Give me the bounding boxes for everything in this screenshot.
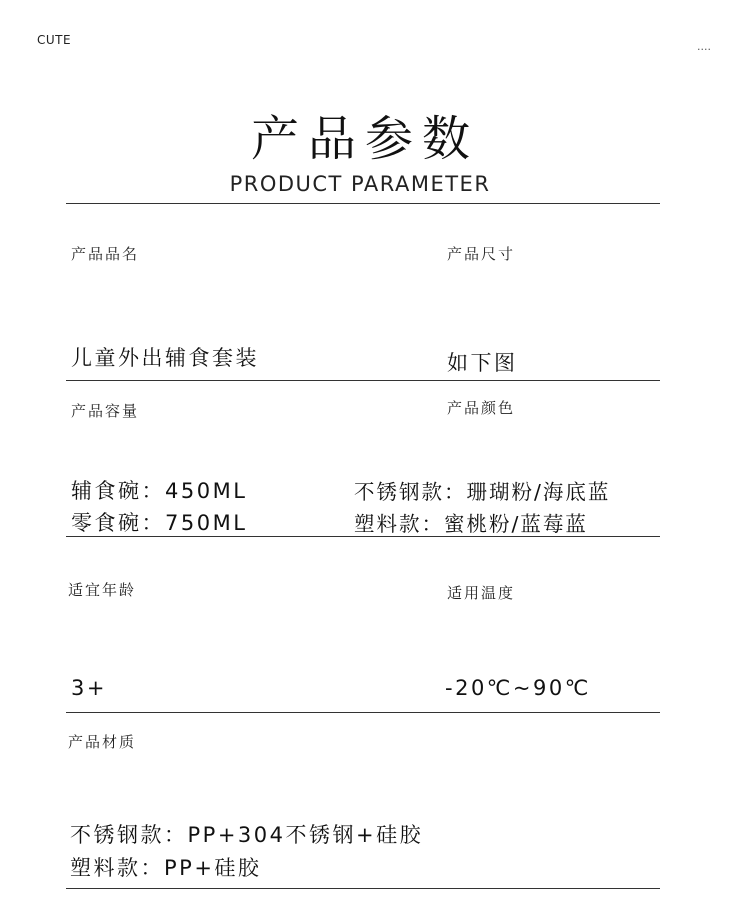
capacity-line-2: 零食碗：750ML — [71, 511, 248, 535]
brand-label: CUTE — [37, 33, 72, 47]
divider-1 — [66, 380, 660, 381]
color-line-1: 不锈钢款：珊瑚粉/海底蓝 — [354, 480, 611, 504]
size-label: 产品尺寸 — [447, 245, 516, 263]
capacity-line-1: 辅食碗：450ML — [71, 479, 248, 503]
color-label: 产品颜色 — [447, 399, 516, 417]
name-value: 儿童外出辅食套装 — [71, 346, 259, 370]
material-line-1: 不锈钢款：PP+304不锈钢+硅胶 — [70, 823, 424, 847]
more-dots-icon: .... — [697, 40, 711, 53]
page-subtitle: PRODUCT PARAMETER — [229, 172, 491, 196]
divider-bottom — [66, 888, 660, 889]
temperature-value: -20℃~90℃ — [445, 676, 591, 700]
material-line-2: 塑料款：PP+硅胶 — [70, 856, 262, 880]
age-label: 适宜年龄 — [68, 581, 137, 599]
color-line-2: 塑料款：蜜桃粉/蓝莓蓝 — [354, 512, 588, 536]
page-title: 产品参数 — [250, 111, 479, 167]
temperature-label: 适用温度 — [447, 584, 516, 602]
divider-2 — [66, 536, 660, 537]
name-label: 产品品名 — [71, 245, 140, 263]
capacity-label: 产品容量 — [71, 402, 140, 420]
size-value: 如下图 — [447, 351, 518, 375]
age-value: 3+ — [71, 676, 107, 700]
divider-top — [66, 203, 660, 204]
material-label: 产品材质 — [68, 733, 137, 751]
divider-3 — [66, 712, 660, 713]
